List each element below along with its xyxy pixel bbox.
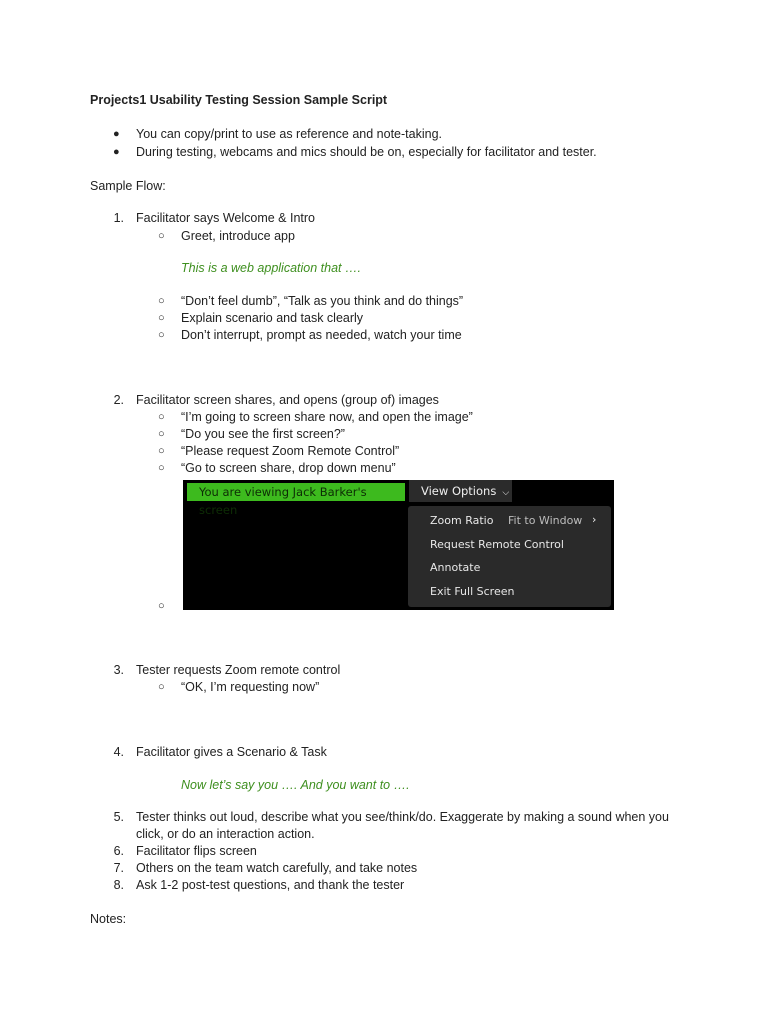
hollow-bullet: ○ [158, 329, 165, 341]
step-number-4: 4. [113, 745, 124, 759]
step-number-2: 2. [113, 393, 124, 407]
step-5-line-2: click, or do an interaction action. [136, 827, 315, 841]
step-2-text: Facilitator screen shares, and opens (group of) images [136, 393, 439, 407]
step-8-text: Ask 1-2 post-test questions, and thank the tester [136, 878, 405, 892]
hollow-bullet: ○ [158, 681, 165, 693]
step-1-sub-3: Don’t interrupt, prompt as needed, watch your time [181, 328, 462, 342]
step-1-sub-1: “Don’t feel dumb”, “Talk as you think and do things” [181, 294, 464, 308]
hollow-bullet: ○ [158, 312, 165, 324]
view-options-button [409, 480, 512, 502]
menu-item-zoom-ratio: Zoom Ratio [430, 514, 494, 527]
bullet-dot: ● [113, 146, 120, 158]
step-4-green-note: Now let’s say you …. And you want to …. [181, 778, 410, 792]
hollow-bullet: ○ [158, 295, 165, 307]
step-2-sub-3: “Please request Zoom Remote Control” [181, 444, 400, 458]
step-3-sub: “OK, I’m requesting now” [181, 680, 320, 694]
hollow-bullet: ○ [158, 411, 165, 423]
intro-bullet-1: You can copy/print to use as reference and note-taking. [136, 127, 442, 141]
hollow-bullet: ○ [158, 445, 165, 457]
hollow-bullet: ○ [158, 462, 165, 474]
step-number-1: 1. [113, 211, 124, 225]
step-5-line-1: Tester thinks out loud, describe what you see/think/do. Exaggerate by making a sound when you [136, 810, 669, 824]
step-6-text: Facilitator flips screen [136, 844, 257, 858]
step-3-text: Tester requests Zoom remote control [136, 663, 341, 677]
zoom-screen-share-image [183, 480, 614, 610]
step-2-sub-2: “Do you see the first screen?” [181, 427, 345, 441]
step-number-6: 6. [113, 844, 124, 858]
menu-item-fit-to-window: Fit to Window [508, 514, 583, 527]
viewing-screen-banner: You are viewing Jack Barker's screen [187, 483, 405, 501]
menu-item-exit-full-screen: Exit Full Screen [430, 585, 515, 598]
step-1-sub-greet: Greet, introduce app [181, 229, 295, 243]
sample-flow-label: Sample Flow: [90, 179, 166, 193]
hollow-bullet: ○ [158, 428, 165, 440]
document-title: Projects1 Usability Testing Session Sample Script [90, 93, 388, 107]
view-options-label: View Options [421, 484, 497, 498]
view-options-menu [408, 506, 611, 607]
chevron-right-icon: › [592, 513, 597, 526]
hollow-bullet: ○ [158, 230, 165, 242]
chevron-down-icon: ⌵ [502, 488, 510, 498]
step-number-5: 5. [113, 810, 124, 824]
step-number-7: 7. [113, 861, 124, 875]
step-4-text: Facilitator gives a Scenario & Task [136, 745, 327, 759]
hollow-bullet: ○ [158, 600, 165, 612]
step-number-8: 8. [113, 878, 124, 892]
step-1-green-note: This is a web application that …. [181, 261, 361, 275]
step-7-text: Others on the team watch carefully, and take notes [136, 861, 418, 875]
step-2-sub-1: “I’m going to screen share now, and open the image” [181, 410, 473, 424]
step-2-sub-4: “Go to screen share, drop down menu” [181, 461, 396, 475]
step-1-sub-2: Explain scenario and task clearly [181, 311, 364, 325]
menu-item-request-remote-control: Request Remote Control [430, 538, 564, 551]
intro-bullet-2: During testing, webcams and mics should be on, especially for facilitator and tester. [136, 145, 597, 159]
step-number-3: 3. [113, 663, 124, 677]
bullet-dot: ● [113, 128, 120, 140]
step-1-text: Facilitator says Welcome & Intro [136, 211, 315, 225]
menu-item-annotate: Annotate [430, 561, 481, 574]
notes-label: Notes: [90, 912, 127, 926]
